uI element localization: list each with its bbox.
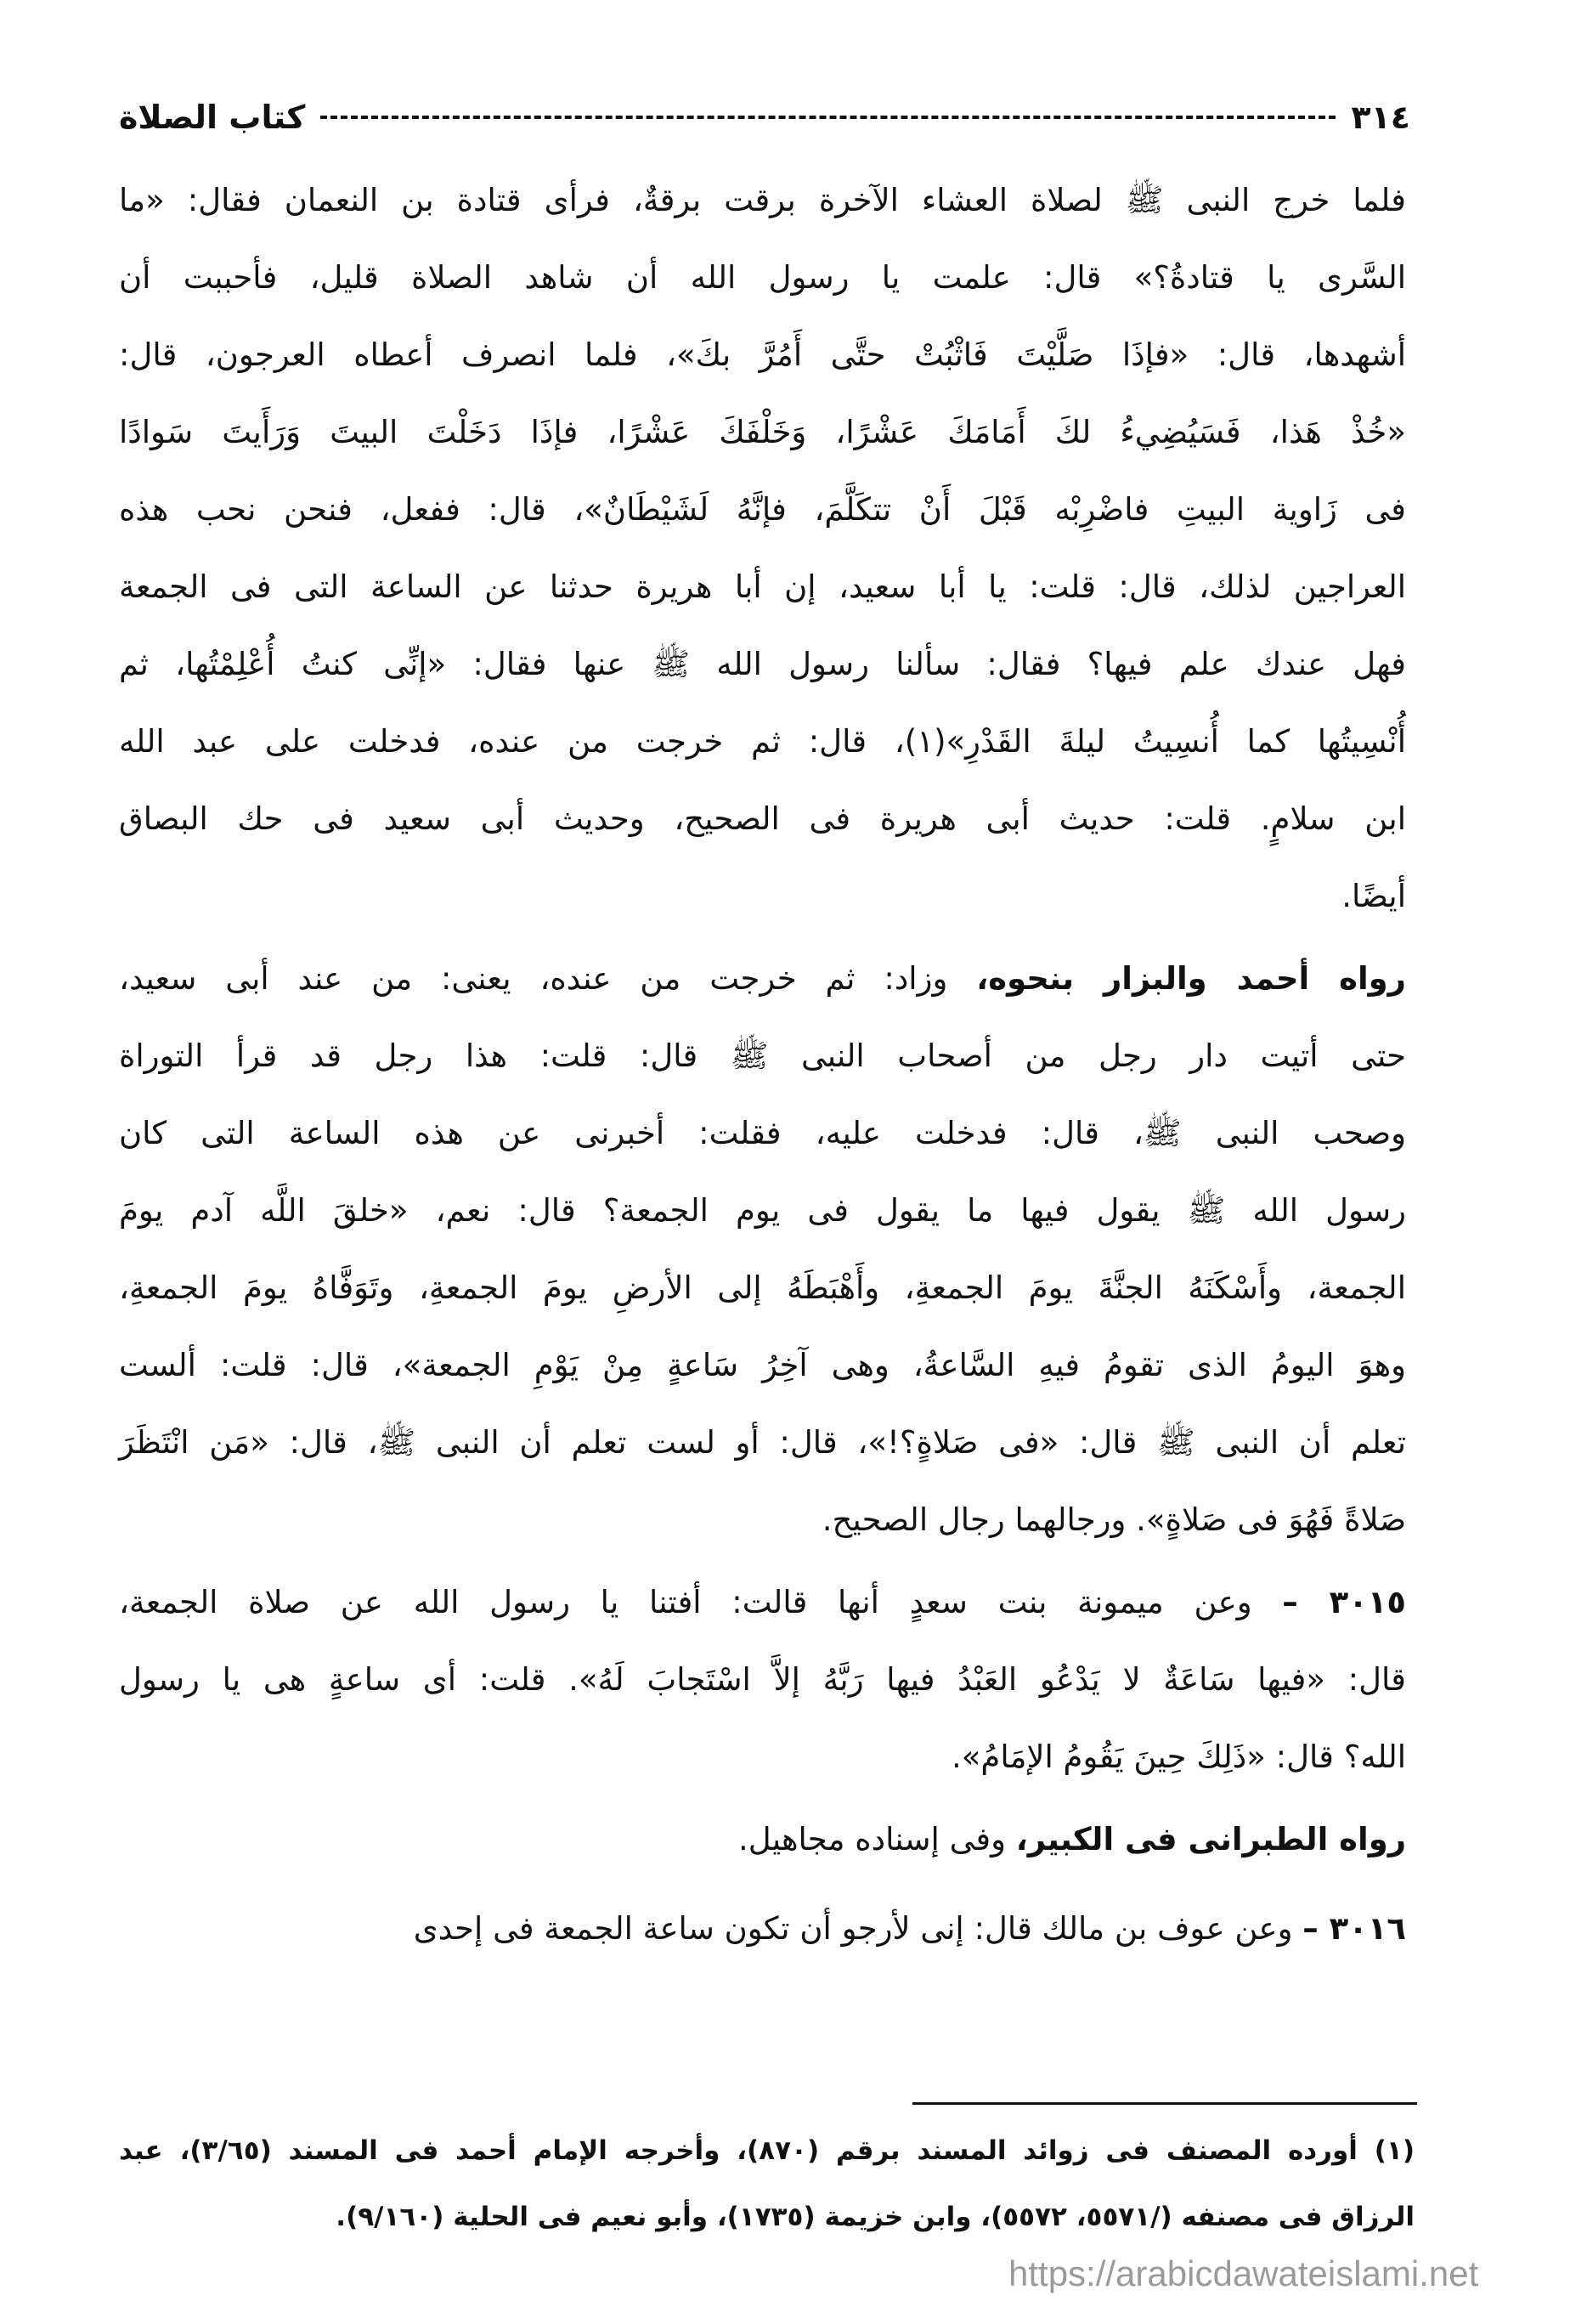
line-text: أُنْسِيتُها كما أُنسِيتُ ليلةَ القَدْرِ»(١)، قال: ثم خرجت من عنده، فدخلت على عبد الله [119,723,1406,760]
text-line [119,161,1406,239]
line-text: وفى إسناده مجاهيل. [738,1821,1016,1858]
footnote [119,2118,1415,2250]
footnote-line: الرزاق فى مصنفه (/٥٥٧١، ٥٥٧٢)، وابن خزيمة (١٧٣٥)، وأبو نعيم فى الحلية (٩/١٦٠). [336,2202,1415,2232]
text-line [119,1017,1406,1094]
bold-lead: رواه الطبرانى فى الكبير، [1015,1821,1406,1858]
line-text: أيضًا. [1341,878,1406,914]
line-text: أشهدها، قال: «فإذَا صَلَّيْتَ فَاثْبُتْ حتَّى أَمُرَّ بكَ»، فلما انصرف أعطاه العرجون، قال: [119,336,1406,373]
bold-lead: رواه أحمد والبزار بنحوه، [976,960,1406,997]
line-text: تعلم أن النبى ﷺ قال: «فى صَلاةٍ؟!»، قال: أو لست تعلم أن النبى ﷺ، قال: «مَن انْتَظَرَ [119,1424,1406,1461]
text-line [119,393,1406,471]
text-line [119,703,1406,780]
footnote-line: (١) أورده المصنف فى زوائد المسند برقم (٨٧٠)، وأخرجه الإمام أحمد فى المسند (٣/٦٥)، عبد [119,2135,1415,2166]
paragraph-hadith-continuation [119,161,1406,935]
line-text: وعن ميمونة بنت سعدٍ أنها قالت: أفتنا يا رسول الله عن صلاة الجمعة، [119,1584,1283,1620]
line-text: الجمعة، وأَسْكَنَهُ الجنَّةَ يومَ الجمعةِ، وأَهْبَطَهُ إلى الأرضِ يومَ الجمعةِ، وتَوَفَّاهُ يومَ الجمعةِ، [119,1269,1406,1306]
text-line [119,857,1406,935]
line-text: العراجين لذلك، قال: قلت: يا أبا سعيد، إن أبا هريرة حدثنا عن الساعة التى فى الجمعة [119,568,1406,605]
text-line [119,780,1406,857]
line-text: فى زَاوية البيتِ فاضْرِبْه قَبْلَ أَنْ تتكَلَّمَ، فإنَّهُ لَشَيْطَانٌ»، قال: ففعل، فنحن نحب هذه [119,491,1406,528]
line-text: وصحب النبى ﷺ، قال: فدخلت عليه، فقلت: أخبرنى عن هذه الساعة التى كان [119,1115,1406,1151]
text-line [119,1249,1406,1326]
text-line [119,239,1406,316]
bold-lead: ٣٠١٥ – [1282,1584,1406,1620]
text-line [119,625,1406,703]
line-text: رسول الله ﷺ يقول فيها ما يقول فى يوم الجمعة؟ قال: نعم، «خلقَ اللَّه آدم يومَ [119,1192,1406,1229]
text-line [119,316,1406,393]
line-text: صَلاةً فَهُوَ فى صَلاةٍ». ورجالهما رجال الصحيح. [822,1501,1406,1538]
line-text: وزاد: ثم خرجت من عنده، يعنى: من عند أبى سعيد، [119,960,977,997]
line-text: حتى أتيت دار رجل من أصحاب النبى ﷺ قال: قلت: هذا رجل قد قرأ التوراة [119,1038,1406,1074]
text-line [119,1563,1406,1641]
text-line [119,1481,1406,1558]
text-line [119,1094,1406,1172]
line-text: فلما خرج النبى ﷺ لصلاة العشاء الآخرة برقت برقةٌ، فرأى قتادة بن النعمان فقال: «ما [119,182,1406,218]
page-header [119,92,1410,143]
chapter-title: كتاب الصلاة [119,99,306,136]
text-line [119,548,1406,625]
text-line [119,471,1406,548]
line-text: وهوَ اليومُ الذى تقومُ فيهِ السَّاعةُ، وهى آخِرُ سَاعةٍ مِنْ يَوْمِ الجمعة»، قال: قلت: ألست [119,1347,1406,1383]
text-line [119,1890,1406,1967]
text-line [119,940,1406,1017]
line-text: فهل عندك علم فيها؟ فقال: سألنا رسول الله ﷺ عنها فقال: «إنِّى كنتُ أُعْلِمْتُها، ثم [119,646,1406,682]
line-text: وعن عوف بن مالك قال: إنى لأرجو أن تكون ساعة الجمعة فى إحدى [413,1910,1303,1947]
text-line [119,1718,1406,1795]
line-text: قال: «فيها سَاعَةٌ لا يَدْعُو العَبْدُ فيها رَبَّهُ إلاَّ اسْتَجابَ لَهُ». قلت: أى ساعةٍ هى يا رسول [119,1661,1406,1698]
watermark-url: https://arabicdawateislami.net [1008,2253,1479,2293]
footnote-divider [912,2102,1417,2105]
bold-lead: ٣٠١٦ – [1302,1910,1406,1947]
text-line [119,1801,1406,1878]
line-text: السَّرى يا قتادةُ؟» قال: علمت يا رسول الله أن شاهد الصلاة قليل، فأحببت أن [119,259,1406,296]
paragraph-ahmad-bazzar [119,940,1406,1558]
text-line [119,1326,1406,1404]
paragraph-hadith-3015 [119,1563,1406,1795]
text-line [119,1641,1406,1718]
paragraph-hadith-3016 [119,1890,1406,1967]
page-number: ٣١٤ [1351,99,1410,136]
header-divider [320,116,1336,119]
paragraph-tabarani-note [119,1801,1406,1878]
text-line [119,1172,1406,1249]
line-text: ابن سلامٍ. قلت: حديث أبى هريرة فى الصحيح، وحديث أبى سعيد فى حك البصاق [119,800,1406,837]
line-text: الله؟ قال: «ذَلِكَ حِينَ يَقُومُ الإمَامُ». [952,1739,1406,1775]
text-line [119,1404,1406,1481]
line-text: «خُذْ هَذا، فَسَيُضِيءُ لكَ أَمَامَكَ عَشْرًا، وَخَلْفَكَ عَشْرًا، فإذَا دَخَلْتَ البيتَ وَرَأَيتَ سَوادًا [119,414,1406,450]
